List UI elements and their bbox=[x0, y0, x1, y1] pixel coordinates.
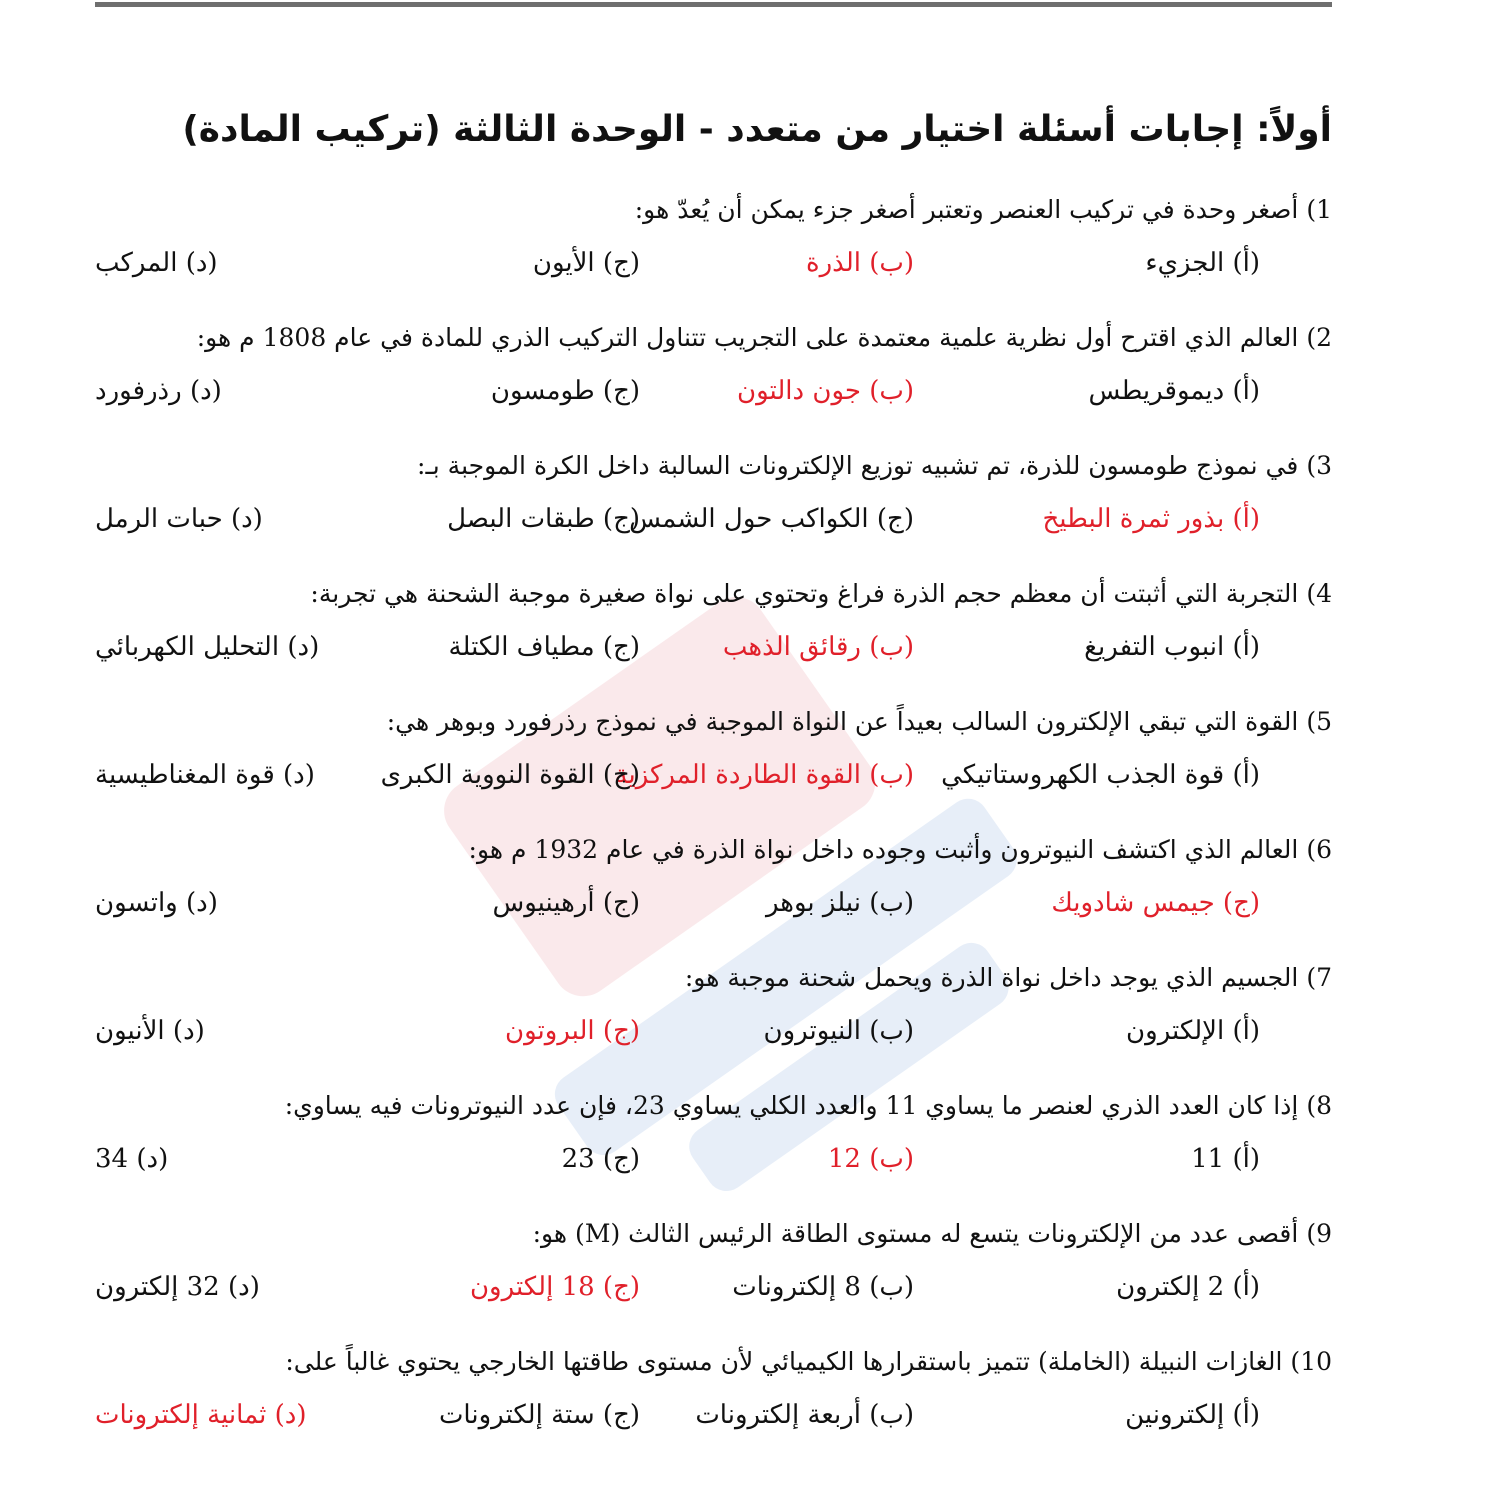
question-number: 2) bbox=[1306, 323, 1332, 352]
question-text: العالم الذي اكتشف النيوترون وأثبت وجوده داخل نواة الذرة في عام 1932 م هو: bbox=[468, 835, 1299, 864]
answer-option: (أ) ديموقريطس bbox=[1088, 376, 1260, 406]
question-gap bbox=[95, 546, 1332, 568]
answer-option: (أ) إلكترونين bbox=[1125, 1400, 1260, 1430]
answer-option: (د) الأنيون bbox=[95, 1016, 205, 1046]
answer-option: (ج) الكواكب حول الشمس bbox=[629, 504, 914, 534]
question-text: أقصى عدد من الإلكترونات يتسع له مستوى الطاقة الرئيس الثالث (M) هو: bbox=[532, 1219, 1299, 1248]
question-text-line bbox=[95, 568, 1332, 620]
answer-option: (ب) نيلز بوهر bbox=[765, 888, 914, 918]
question-gap bbox=[95, 290, 1332, 312]
question-text-line bbox=[95, 1208, 1332, 1260]
question-text-line bbox=[95, 440, 1332, 492]
options-row bbox=[95, 364, 1332, 418]
answer-option: (د) المركب bbox=[95, 248, 218, 278]
question-number: 8) bbox=[1306, 1091, 1332, 1120]
question-text: التجربة التي أثبتت أن معظم حجم الذرة فراغ وتحتوي على نواة صغيرة موجبة الشحنة هي تجربة: bbox=[310, 579, 1299, 608]
question-text: الجسيم الذي يوجد داخل نواة الذرة ويحمل شحنة موجبة هو: bbox=[684, 963, 1299, 992]
question-number: 1) bbox=[1306, 195, 1332, 224]
question-number: 10) bbox=[1290, 1347, 1332, 1376]
options-row bbox=[95, 876, 1332, 930]
options-row bbox=[95, 748, 1332, 802]
question-item bbox=[95, 440, 1332, 568]
question-gap bbox=[95, 1442, 1332, 1464]
answer-option: (أ) 2 إلكترون bbox=[1116, 1272, 1260, 1302]
answer-option: (أ) الإلكترون bbox=[1126, 1016, 1260, 1046]
answer-option-correct: (ب) القوة الطاردة المركزية bbox=[614, 760, 914, 790]
answer-option-correct: (ب) رقائق الذهب bbox=[722, 632, 914, 662]
answer-option: (ب) 8 إلكترونات bbox=[732, 1272, 914, 1302]
answer-option-correct: (ج) 18 إلكترون bbox=[469, 1272, 640, 1302]
answer-option: (ب) النيوترون bbox=[763, 1016, 914, 1046]
answer-option-correct: (د) ثمانية إلكترونات bbox=[95, 1400, 307, 1430]
answer-option: (أ) قوة الجذب الكهروستاتيكي bbox=[941, 760, 1260, 790]
answer-option-correct: (ب) جون دالتون bbox=[737, 376, 914, 406]
question-text: أصغر وحدة في تركيب العنصر وتعتبر أصغر جزء يمكن أن يُعدّ هو: bbox=[634, 195, 1299, 224]
answer-option: (ج) أرهينيوس bbox=[492, 888, 640, 918]
question-number: 9) bbox=[1306, 1219, 1332, 1248]
answer-option-correct: (أ) بذور ثمرة البطيخ bbox=[1042, 504, 1260, 534]
answer-sheet bbox=[95, 100, 1332, 1464]
answer-option: (ج) القوة النووية الكبرى bbox=[380, 760, 640, 790]
question-item bbox=[95, 1208, 1332, 1336]
question-item bbox=[95, 1336, 1332, 1464]
question-number: 6) bbox=[1306, 835, 1332, 864]
answer-option: (ج) 23 bbox=[561, 1144, 640, 1174]
options-row bbox=[95, 1132, 1332, 1186]
question-item bbox=[95, 952, 1332, 1080]
answer-option: (ج) الأيون bbox=[532, 248, 640, 278]
answer-option: (أ) الجزيء bbox=[1145, 248, 1260, 278]
question-item bbox=[95, 184, 1332, 312]
question-item bbox=[95, 696, 1332, 824]
question-list bbox=[95, 184, 1332, 1464]
question-text-line bbox=[95, 952, 1332, 1004]
question-text: العالم الذي اقترح أول نظرية علمية معتمدة على التجريب تتناول التركيب الذري للمادة في عام 1808 م هو: bbox=[196, 323, 1299, 352]
options-row bbox=[95, 1388, 1332, 1442]
options-row bbox=[95, 236, 1332, 290]
question-item bbox=[95, 568, 1332, 696]
top-rule bbox=[95, 2, 1332, 7]
answer-option: (ج) طومسون bbox=[490, 376, 640, 406]
question-number: 3) bbox=[1306, 451, 1332, 480]
question-gap bbox=[95, 1314, 1332, 1336]
question-number: 4) bbox=[1306, 579, 1332, 608]
answer-option: (أ) 11 bbox=[1191, 1144, 1260, 1174]
options-row bbox=[95, 1004, 1332, 1058]
page-title: أولاً: إجابات أسئلة اختيار من متعدد - الوحدة الثالثة (تركيب المادة) bbox=[182, 109, 1332, 150]
answer-option-correct: (ب) 12 bbox=[827, 1144, 914, 1174]
question-text: الغازات النبيلة (الخاملة) تتميز باستقرارها الكيميائي لأن مستوى طاقتها الخارجي يحتوي غالباً على: bbox=[285, 1347, 1283, 1376]
question-gap bbox=[95, 930, 1332, 952]
answer-option: (أ) انبوب التفريغ bbox=[1084, 632, 1260, 662]
answer-option: (ج) طبقات البصل bbox=[447, 504, 640, 534]
question-text-line bbox=[95, 184, 1332, 236]
question-text-line bbox=[95, 312, 1332, 364]
question-text: في نموذج طومسون للذرة، تم تشبيه توزيع الإلكترونات السالبة داخل الكرة الموجبة بـ: bbox=[417, 451, 1299, 480]
options-row bbox=[95, 1260, 1332, 1314]
answer-option-correct: (ج) البروتون bbox=[505, 1016, 640, 1046]
options-row bbox=[95, 620, 1332, 674]
answer-option: (د) قوة المغناطيسية bbox=[95, 760, 315, 790]
question-item bbox=[95, 824, 1332, 952]
question-text-line bbox=[95, 1336, 1332, 1388]
answer-option: (ج) ستة إلكترونات bbox=[438, 1400, 640, 1430]
question-gap bbox=[95, 1058, 1332, 1080]
answer-option: (د) 34 bbox=[95, 1144, 169, 1174]
answer-option: (د) التحليل الكهربائي bbox=[95, 632, 320, 662]
question-gap bbox=[95, 418, 1332, 440]
question-text-line bbox=[95, 824, 1332, 876]
question-item bbox=[95, 1080, 1332, 1208]
answer-option: (ب) أربعة إلكترونات bbox=[695, 1400, 914, 1430]
question-number: 5) bbox=[1306, 707, 1332, 736]
answer-option: (د) رذرفورد bbox=[95, 376, 222, 406]
question-gap bbox=[95, 1186, 1332, 1208]
question-text: إذا كان العدد الذري لعنصر ما يساوي 11 والعدد الكلي يساوي 23، فإن عدد النيوترونات فيه يساوي: bbox=[284, 1091, 1299, 1120]
question-gap bbox=[95, 674, 1332, 696]
answer-option: (د) حبات الرمل bbox=[95, 504, 263, 534]
answer-option: (ج) مطياف الكتلة bbox=[448, 632, 640, 662]
question-text: القوة التي تبقي الإلكترون السالب بعيداً عن النواة الموجبة في نموذج رذرفورد وبوهر هي: bbox=[386, 707, 1299, 736]
question-text-line bbox=[95, 1080, 1332, 1132]
answer-option: (د) 32 إلكترون bbox=[95, 1272, 260, 1302]
question-number: 7) bbox=[1306, 963, 1332, 992]
answer-option-correct: (ج) جيمس شادويك bbox=[1051, 888, 1260, 918]
answer-option-correct: (ب) الذرة bbox=[806, 248, 914, 278]
options-row bbox=[95, 492, 1332, 546]
question-gap bbox=[95, 802, 1332, 824]
answer-option: (د) واتسون bbox=[95, 888, 218, 918]
question-item bbox=[95, 312, 1332, 440]
question-text-line bbox=[95, 696, 1332, 748]
